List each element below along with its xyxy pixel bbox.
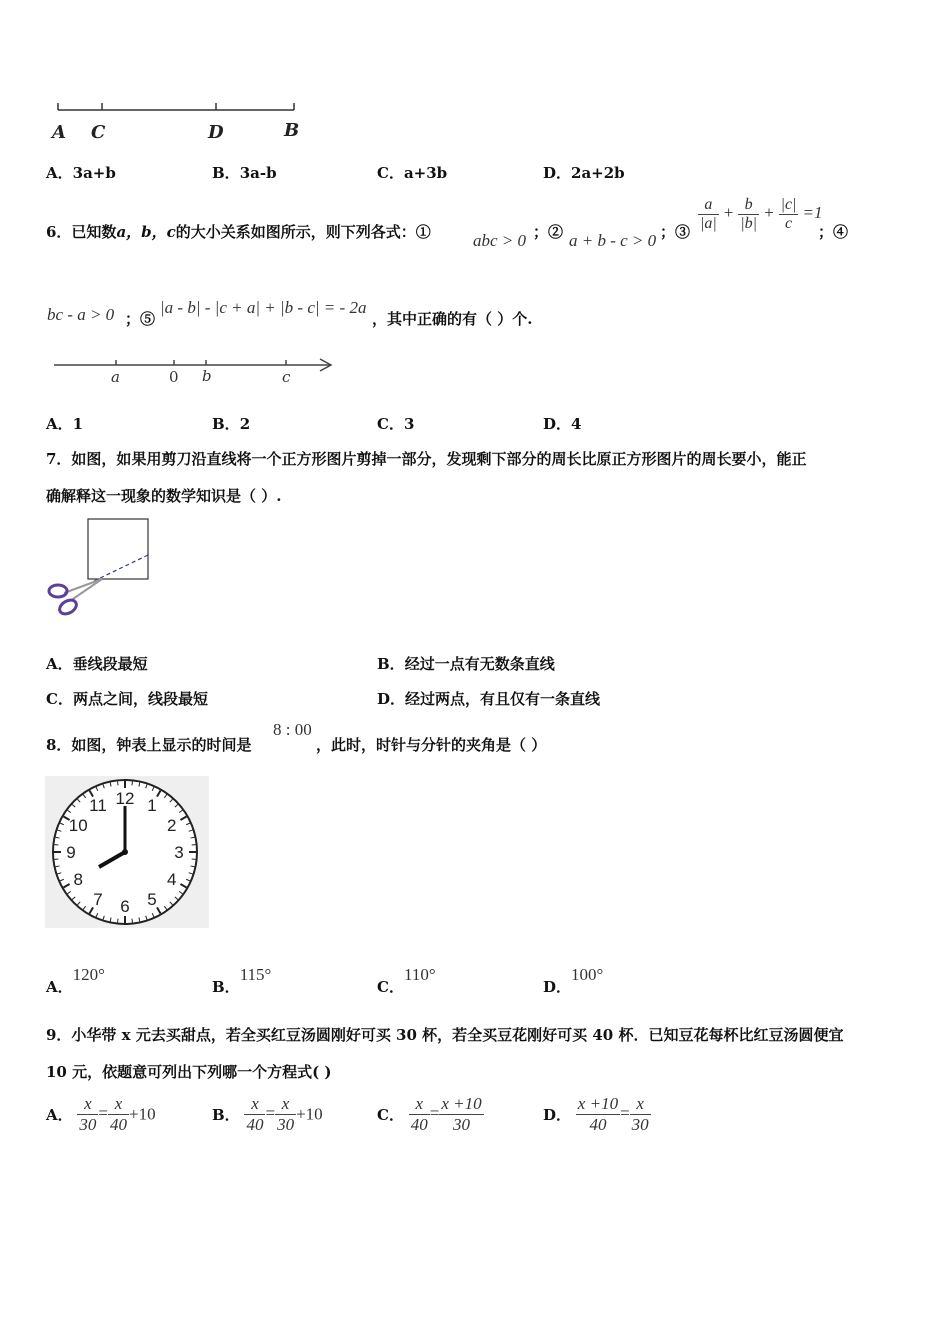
q8-option-c[interactable]: C．110° — [377, 965, 436, 996]
q8-option-a[interactable]: A．120° — [46, 965, 105, 996]
point-label-b: B — [284, 120, 300, 141]
q9-option-a[interactable]: A． $\frac{x}{30}$ = $\frac{x}{40}$ +10 — [46, 1094, 156, 1134]
scissors-icon — [49, 579, 102, 617]
q7-option-a[interactable]: A．垂线段最短 — [46, 655, 148, 673]
q9-option-b[interactable]: B． $\frac{x}{40}$ = $\frac{x}{30}$ +10 — [212, 1094, 323, 1134]
clock-number: 12 — [115, 789, 135, 808]
point-label-d: D — [208, 122, 224, 143]
segment-figure — [50, 98, 310, 148]
scissors-square-figure — [44, 515, 156, 621]
clock-number: 2 — [167, 816, 177, 835]
q7-stem-line1: 7．如图，如果用剪刀沿直线将一个正方形图片剪掉一部分，发现剩下部分的周长比原正方形图片的周长要小，能正 — [46, 450, 807, 468]
clock-number: 7 — [93, 889, 103, 909]
q6-expr-1: abc > 0 — [473, 231, 527, 250]
clock-figure — [45, 776, 209, 928]
q7-stem-line2: 确解释这一现象的数学知识是（ ）. — [46, 487, 282, 505]
q8-stem-suffix: ，此时，时针与分针的夹角是（ ） — [316, 736, 547, 754]
q6-stem-suffix: ，其中正确的有（ ）个. — [372, 310, 533, 328]
point-label-a: A — [52, 122, 66, 143]
q6-option-d[interactable]: D．4 — [543, 415, 582, 433]
clock-number: 9 — [66, 843, 76, 862]
q6-expr-3: $\frac{a}{|a|}$ + $\frac{b}{|b|}$ + $\frac{|c|}{c}$ =1 — [700, 196, 823, 232]
numberline-label-b: b — [202, 367, 212, 385]
clock-number: 4 — [167, 870, 177, 889]
q5-option-b[interactable]: B．3a-b — [212, 164, 277, 182]
q6-option-c[interactable]: C．3 — [377, 415, 415, 433]
q6-expr-2: a + b - c > 0 — [569, 231, 657, 250]
clock-number: 6 — [120, 897, 130, 916]
q6-expr-4: bc - a > 0 — [47, 305, 115, 324]
q6-option-a[interactable]: A．1 — [46, 415, 84, 433]
q9-stem-line1: 9．小华带 x 元去买甜点，若全买红豆汤圆刚好可买 30 杯，若全买豆花刚好可买 40 杯．已知豆花每杯比红豆汤圆便宜 — [46, 1026, 844, 1044]
q7-option-c[interactable]: C．两点之间，线段最短 — [46, 690, 208, 708]
q5-option-a[interactable]: A．3a+b — [46, 164, 116, 182]
q8-time: 8 : 00 — [273, 720, 312, 739]
q9-option-d[interactable]: D． $\frac{x +10}{40}$ = $\frac{x}{30}$ — [543, 1094, 649, 1134]
clock-face — [45, 776, 209, 928]
numberline-label-c: c — [282, 368, 291, 386]
q7-option-d[interactable]: D．经过两点，有且仅有一条直线 — [377, 690, 601, 708]
number-line — [50, 355, 340, 387]
q8-option-d[interactable]: D．100° — [543, 965, 604, 996]
q7-option-b[interactable]: B．经过一点有无数条直线 — [377, 655, 555, 673]
q9-stem-line2: 10 元，依题意可列出下列哪一个方程式( ) — [46, 1063, 332, 1081]
clock-number: 10 — [68, 816, 88, 835]
clock-number: 1 — [147, 796, 157, 816]
clock-number: 8 — [73, 870, 83, 889]
q6-sep-1: ；② — [533, 223, 564, 241]
q6-expr-5: |a - b| - |c + a| + |b - c| = - 2a — [160, 298, 367, 317]
q6-sep-4: ；⑤ — [125, 310, 156, 328]
clock-number: 11 — [89, 796, 107, 816]
clock-number: 5 — [147, 889, 157, 909]
numberline-label-zero: 0 — [169, 368, 179, 386]
q6-sep-3: ；④ — [818, 223, 849, 241]
point-label-c: C — [91, 122, 106, 143]
q8-stem-prefix: 8．如图，钟表上显示的时间是 — [46, 736, 252, 754]
q5-option-d[interactable]: D．2a+2b — [543, 164, 625, 182]
clock-number: 3 — [174, 843, 184, 862]
q6-stem-line1: 6．已知数a，b，c的大小关系如图所示，则下列各式：① — [46, 223, 431, 241]
q8-option-b[interactable]: B．115° — [212, 965, 272, 996]
q9-option-c[interactable]: C． $\frac{x}{40}$ = $\frac{x +10}{30}$ — [377, 1094, 482, 1134]
q6-option-b[interactable]: B．2 — [212, 415, 251, 433]
numberline-label-a: a — [111, 368, 120, 386]
q6-sep-2: ；③ — [660, 223, 691, 241]
q5-option-c[interactable]: C．a+3b — [377, 164, 448, 182]
